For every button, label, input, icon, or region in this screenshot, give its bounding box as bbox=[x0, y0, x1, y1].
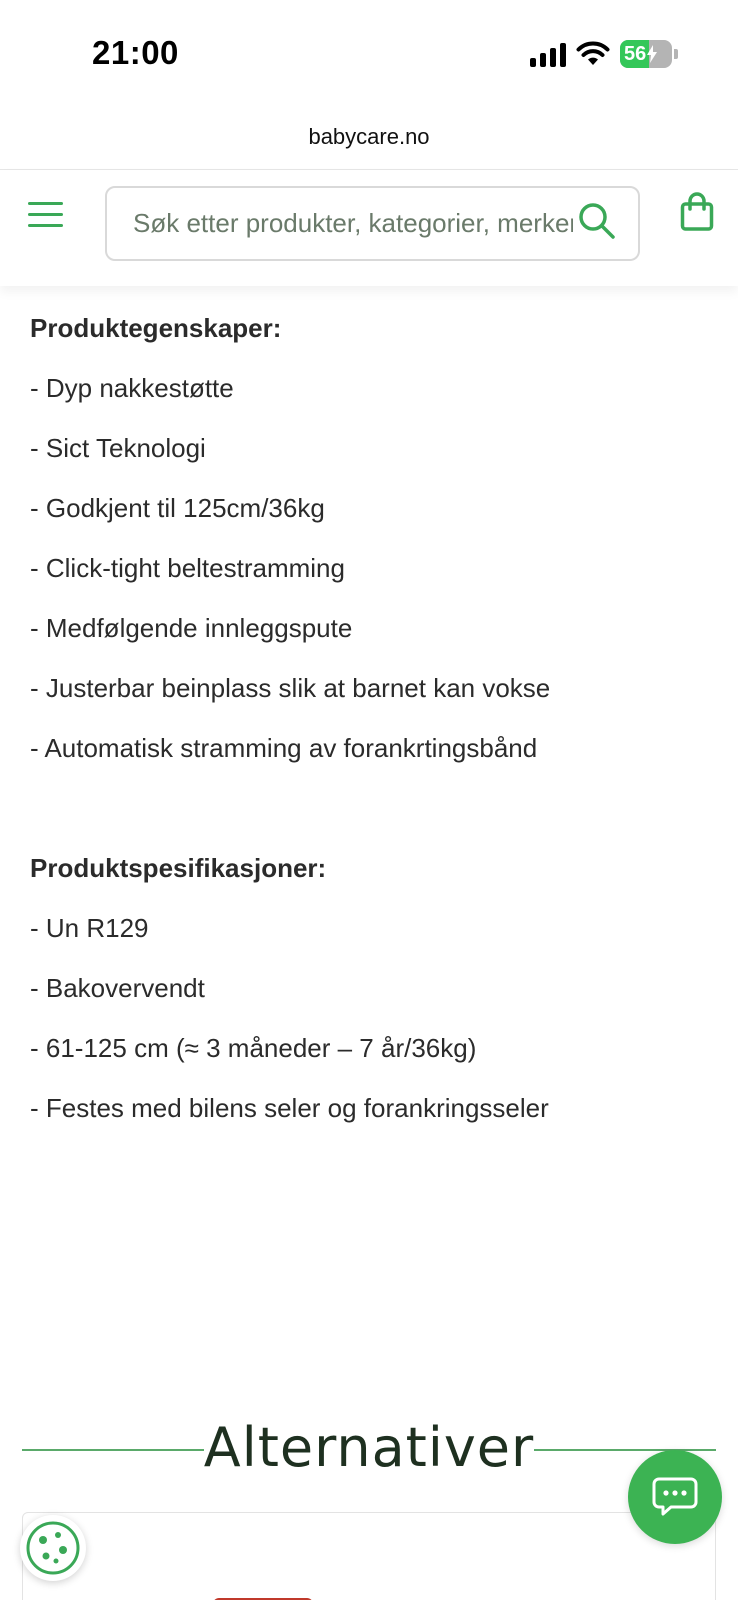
status-bar bbox=[0, 0, 738, 110]
site-header bbox=[0, 170, 738, 286]
hamburger-menu-icon[interactable] bbox=[28, 202, 64, 232]
features-heading: Produktegenskaper: bbox=[30, 313, 282, 343]
feature-item: - Medfølgende innleggspute bbox=[30, 613, 353, 643]
feature-item: - Automatisk stramming av forankrtingsbånd bbox=[30, 733, 538, 763]
alternative-product-card[interactable] bbox=[22, 1512, 716, 1600]
divider-right bbox=[534, 1449, 716, 1451]
spec-item: - Un R129 bbox=[30, 913, 149, 943]
cookie-icon bbox=[25, 1520, 81, 1576]
product-description bbox=[30, 310, 710, 1150]
feature-item: - Click-tight beltestramming bbox=[30, 553, 345, 583]
spec-item: - Festes med bilens seler og forankringsseler bbox=[30, 1093, 549, 1123]
search-icon[interactable] bbox=[578, 202, 616, 240]
spec-item: - Bakovervendt bbox=[30, 973, 205, 1003]
battery-level: 56 bbox=[624, 42, 647, 65]
status-icons bbox=[530, 40, 678, 68]
feature-item: - Dyp nakkestøtte bbox=[30, 373, 234, 403]
url-bar[interactable]: babycare.no bbox=[308, 124, 430, 149]
shopping-bag-icon[interactable] bbox=[680, 192, 714, 232]
chat-bubble-icon bbox=[651, 1476, 699, 1518]
chat-button[interactable] bbox=[628, 1450, 722, 1544]
cookie-settings-button[interactable] bbox=[20, 1515, 86, 1581]
battery-icon bbox=[620, 40, 672, 68]
alternatives-header bbox=[22, 1416, 716, 1484]
status-time: 21:00 bbox=[92, 34, 179, 71]
search-input[interactable] bbox=[133, 208, 573, 239]
feature-item: - Sict Teknologi bbox=[30, 433, 206, 463]
spec-item: - 61-125 cm (≈ 3 måneder – 7 år/36kg) bbox=[30, 1033, 477, 1063]
charging-bolt-icon bbox=[647, 45, 657, 63]
specs-heading: Produktspesifikasjoner: bbox=[30, 853, 327, 883]
cellular-signal-icon bbox=[530, 41, 566, 67]
battery-tip bbox=[674, 49, 678, 59]
wifi-icon bbox=[576, 41, 610, 67]
alternatives-title: Alternativer bbox=[203, 1416, 535, 1479]
feature-item: - Justerbar beinplass slik at barnet kan vokse bbox=[30, 673, 551, 703]
feature-item: - Godkjent til 125cm/36kg bbox=[30, 493, 325, 523]
search-box[interactable] bbox=[105, 186, 640, 261]
